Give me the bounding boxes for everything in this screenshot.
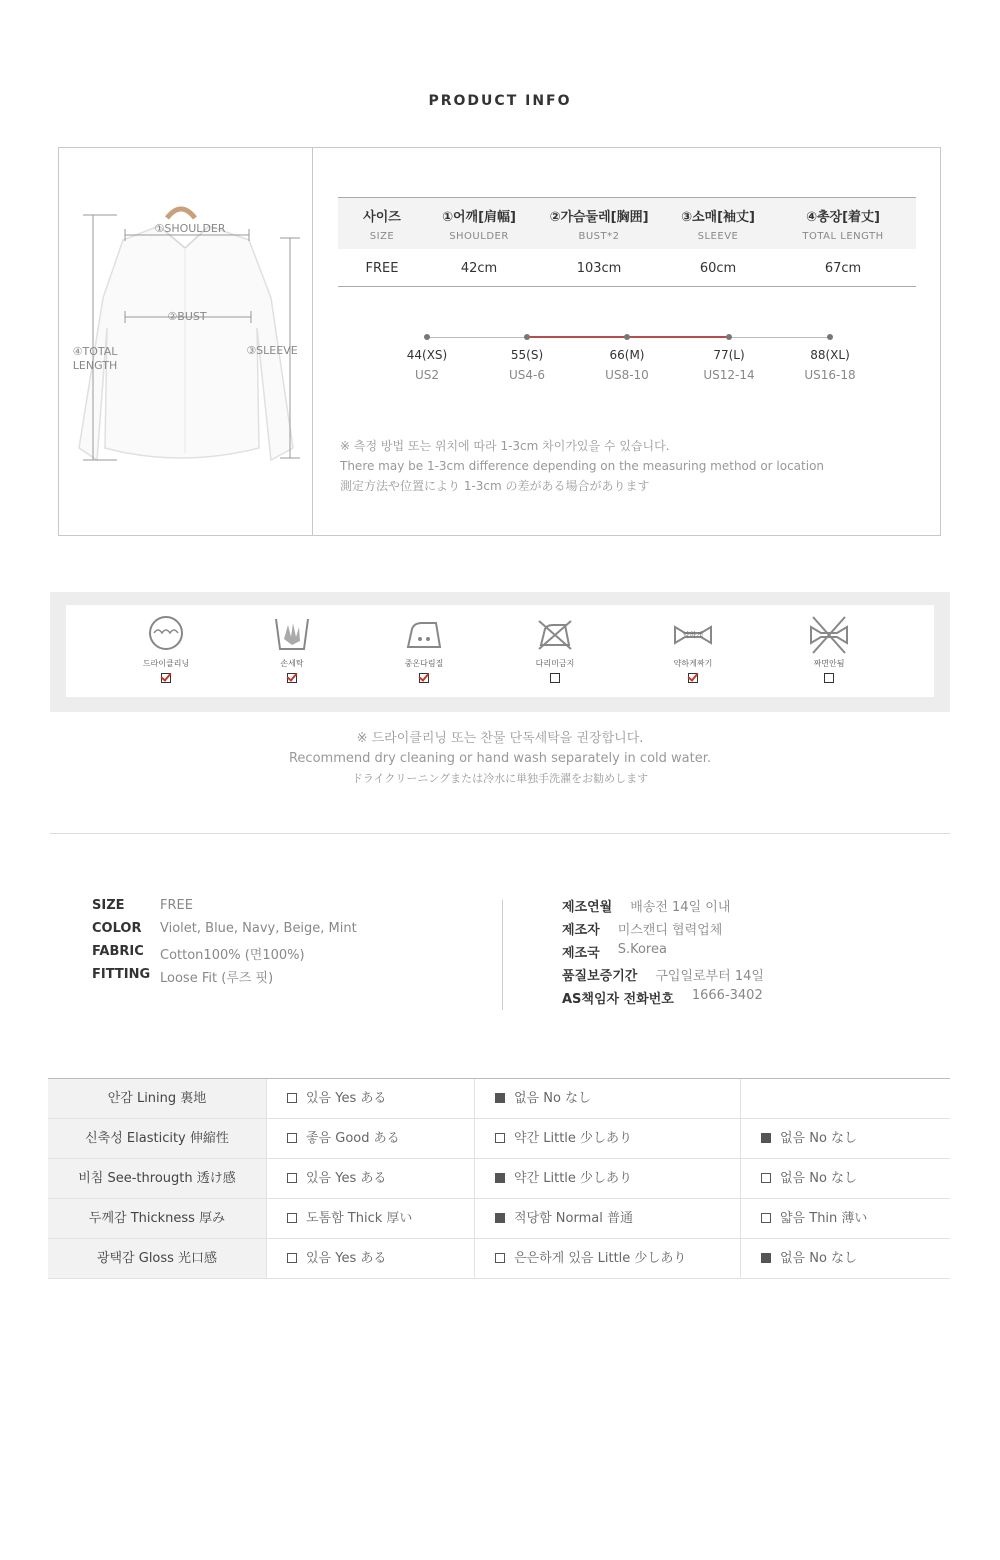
bust-label: ②BUST <box>167 310 207 323</box>
feature-option <box>474 1239 740 1278</box>
sleeve-label: ③SLEEVE <box>246 344 298 357</box>
option-label: 약간 Little 少しあり <box>514 1171 633 1186</box>
iron-icon <box>404 615 444 655</box>
box-divider <box>312 148 313 535</box>
scale-size-label: 88(XL) <box>810 348 850 362</box>
spec-row <box>92 967 357 990</box>
no-wring-icon <box>809 615 849 655</box>
feature-name: 광택감 Gloss 光口感 <box>48 1239 266 1278</box>
wash-label: 중온다림질 <box>404 659 444 668</box>
scale-dot <box>624 334 630 340</box>
option-checkbox[interactable] <box>761 1213 771 1223</box>
spec-row <box>92 921 357 944</box>
measure-note-jp: 測定方法や位置により 1-3cm の差がある場合があります <box>340 479 650 493</box>
wash-label: 다리미금지 <box>535 659 575 668</box>
size-table <box>338 197 916 287</box>
total-length-label: ④TOTAL LENGTH <box>72 345 118 372</box>
option-checkbox[interactable] <box>761 1133 771 1143</box>
feature-option <box>740 1199 950 1238</box>
scale-dot <box>827 334 833 340</box>
cell-shoulder: 42cm <box>460 261 498 276</box>
feature-option <box>266 1079 474 1118</box>
scale-dot <box>524 334 530 340</box>
header-shoulder: ①어깨[肩幅] <box>441 210 516 225</box>
fabric-features-table <box>48 1078 950 1279</box>
spec-value: Loose Fit (루즈 핏) <box>160 971 274 986</box>
feature-option <box>266 1239 474 1278</box>
header-sleeve-sub: SLEEVE <box>697 231 739 242</box>
feature-row <box>48 1079 950 1119</box>
header-bust-sub: BUST*2 <box>578 231 620 242</box>
feature-option <box>474 1199 740 1238</box>
option-checkbox[interactable] <box>287 1173 297 1183</box>
maker-row <box>562 942 764 965</box>
spec-value: Violet, Blue, Navy, Beige, Mint <box>160 921 357 936</box>
maker-key: 품질보증기간 <box>562 969 638 984</box>
option-checkbox[interactable] <box>761 1173 771 1183</box>
option-label: 있음 Yes ある <box>306 1251 387 1266</box>
feature-option <box>266 1119 474 1158</box>
maker-key: 제조자 <box>562 923 600 938</box>
wash-care-panel <box>50 592 950 712</box>
size-scale <box>365 332 865 392</box>
feature-row <box>48 1199 950 1239</box>
wash-note-en: Recommend dry cleaning or hand wash separately in cold water. <box>288 751 711 766</box>
hand-wash-icon <box>272 615 312 655</box>
header-size-sub: SIZE <box>369 231 395 242</box>
feature-option <box>740 1079 950 1118</box>
measure-notes <box>340 436 824 496</box>
svg-text:약하게: 약하게 <box>682 631 704 639</box>
scale-us-label: US16-18 <box>804 368 856 382</box>
size-table-row <box>338 249 916 287</box>
option-checkbox[interactable] <box>495 1173 505 1183</box>
option-label: 없음 No なし <box>780 1131 858 1146</box>
wash-note-kr: ※ 드라이클리닝 또는 찬물 단독세탁을 권장합니다. <box>356 731 644 746</box>
option-checkbox[interactable] <box>495 1253 505 1263</box>
header-shoulder-sub: SHOULDER <box>449 231 509 242</box>
size-table-header <box>338 197 916 249</box>
header-size: 사이즈 <box>363 210 401 225</box>
feature-option <box>474 1119 740 1158</box>
wash-item <box>653 615 733 683</box>
scale-dot <box>424 334 430 340</box>
scale-size-label: 55(S) <box>510 348 544 362</box>
maker-key: 제조국 <box>562 946 600 961</box>
wash-label: 짜면안됨 <box>813 659 845 668</box>
spec-key: FITTING <box>92 967 151 982</box>
option-label: 있음 Yes ある <box>306 1091 387 1106</box>
maker-row <box>562 988 764 1011</box>
scale-us-label: US2 <box>414 368 440 382</box>
feature-row <box>48 1159 950 1199</box>
feature-option <box>474 1159 740 1198</box>
cell-size: FREE <box>365 261 399 276</box>
cell-sleeve: 60cm <box>699 261 737 276</box>
spec-key: COLOR <box>92 921 142 936</box>
section-divider <box>50 833 950 834</box>
option-label: 적당함 Normal 普通 <box>514 1211 633 1226</box>
wash-label: 손세탁 <box>280 659 304 668</box>
feature-row <box>48 1119 950 1159</box>
scale-size-label: 44(XS) <box>406 348 448 362</box>
maker-value: 구입일로부터 14일 <box>655 969 764 984</box>
spec-key: SIZE <box>92 898 125 913</box>
option-checkbox[interactable] <box>287 1093 297 1103</box>
option-checkbox[interactable] <box>761 1253 771 1263</box>
feature-option <box>474 1079 740 1118</box>
feature-option <box>266 1199 474 1238</box>
header-length: ④총장[着丈] <box>805 210 880 225</box>
feature-option <box>740 1159 950 1198</box>
cell-bust: 103cm <box>576 261 622 276</box>
header-length-sub: TOTAL LENGTH <box>802 231 884 242</box>
maker-key: AS책임자 전화번호 <box>562 992 674 1007</box>
no-iron-icon <box>535 615 575 655</box>
measure-note-en: There may be 1-3cm difference depending on the measuring method or location <box>340 459 825 473</box>
option-label: 없음 No なし <box>780 1251 858 1266</box>
header-sleeve: ③소매[袖丈] <box>680 210 755 225</box>
wash-item <box>126 615 206 683</box>
wash-note-jp: ドライクリーニングまたは冷水に単独手洗濯をお勧めします <box>351 772 649 785</box>
scale-dot <box>726 334 732 340</box>
option-label: 은은하게 있음 Little 少しあり <box>514 1251 687 1266</box>
option-label: 없음 No なし <box>780 1171 858 1186</box>
wash-checkbox[interactable] <box>419 673 429 683</box>
wash-item <box>252 615 332 683</box>
option-checkbox[interactable] <box>495 1213 505 1223</box>
dry-clean-icon <box>146 615 186 655</box>
wash-item <box>789 615 869 683</box>
wash-notes <box>0 729 1000 789</box>
scale-us-label: US4-6 <box>509 368 545 382</box>
wash-label: 약하게짜기 <box>673 659 713 668</box>
feature-option <box>740 1239 950 1278</box>
maker-row <box>562 965 764 988</box>
wash-item <box>384 615 464 683</box>
spec-row <box>92 898 357 921</box>
header-bust: ②가슴둘레[胸囲] <box>549 210 649 225</box>
feature-name: 비침 See-througth 透け感 <box>48 1159 266 1198</box>
option-label: 도톰함 Thick 厚い <box>306 1211 413 1226</box>
scale-size-label: 77(L) <box>713 348 745 362</box>
info-divider <box>502 900 503 1010</box>
scale-size-label: 66(M) <box>609 348 645 362</box>
manufacturer-info <box>562 896 764 1011</box>
feature-name: 신축성 Elasticity 伸縮性 <box>48 1119 266 1158</box>
wash-care-icons <box>66 605 934 697</box>
maker-value: 미스캔디 협력업체 <box>617 923 723 938</box>
maker-row <box>562 896 764 919</box>
wash-checkbox[interactable] <box>688 673 698 683</box>
wash-checkbox[interactable] <box>550 673 560 683</box>
wash-label: 드라이클리닝 <box>142 659 190 668</box>
shirt-illustration <box>59 148 312 535</box>
spec-value: Cotton100% (면100%) <box>160 948 305 963</box>
cell-length: 67cm <box>824 261 862 276</box>
wash-checkbox[interactable] <box>161 673 171 683</box>
spec-key: FABRIC <box>92 944 144 959</box>
spec-value: FREE <box>160 898 193 913</box>
wash-checkbox[interactable] <box>824 673 834 683</box>
option-checkbox[interactable] <box>287 1253 297 1263</box>
product-specs <box>92 898 357 990</box>
measure-note-kr: ※ 측정 방법 또는 위치에 따라 1-3cm 차이가있을 수 있습니다. <box>340 439 670 453</box>
option-label: 약간 Little 少しあり <box>514 1131 633 1146</box>
maker-value: 1666-3402 <box>691 988 763 1003</box>
maker-value: S.Korea <box>617 942 667 957</box>
shoulder-label: ①SHOULDER <box>154 222 226 235</box>
option-checkbox[interactable] <box>287 1213 297 1223</box>
maker-value: 배송전 14일 이내 <box>630 900 731 915</box>
feature-option <box>740 1119 950 1158</box>
option-checkbox[interactable] <box>495 1133 505 1143</box>
option-label: 얇음 Thin 薄い <box>780 1211 868 1226</box>
option-label: 좋음 Good ある <box>306 1131 400 1146</box>
maker-row <box>562 919 764 942</box>
feature-row <box>48 1239 950 1279</box>
option-label: 있음 Yes ある <box>306 1171 387 1186</box>
scale-us-label: US8-10 <box>605 368 649 382</box>
scale-us-label: US12-14 <box>703 368 755 382</box>
option-checkbox[interactable] <box>287 1133 297 1143</box>
option-checkbox[interactable] <box>495 1093 505 1103</box>
feature-option <box>266 1159 474 1198</box>
feature-name: 두께감 Thickness 厚み <box>48 1199 266 1238</box>
feature-name: 안감 Lining 裏地 <box>48 1079 266 1118</box>
maker-key: 제조연월 <box>562 900 613 915</box>
spec-row <box>92 944 357 967</box>
option-label: 없음 No なし <box>514 1091 592 1106</box>
gentle-wring-icon <box>673 615 713 655</box>
wash-item <box>515 615 595 683</box>
shirt-diagram <box>59 148 312 535</box>
wash-checkbox[interactable] <box>287 673 297 683</box>
page-title: PRODUCT INFO <box>428 93 572 109</box>
